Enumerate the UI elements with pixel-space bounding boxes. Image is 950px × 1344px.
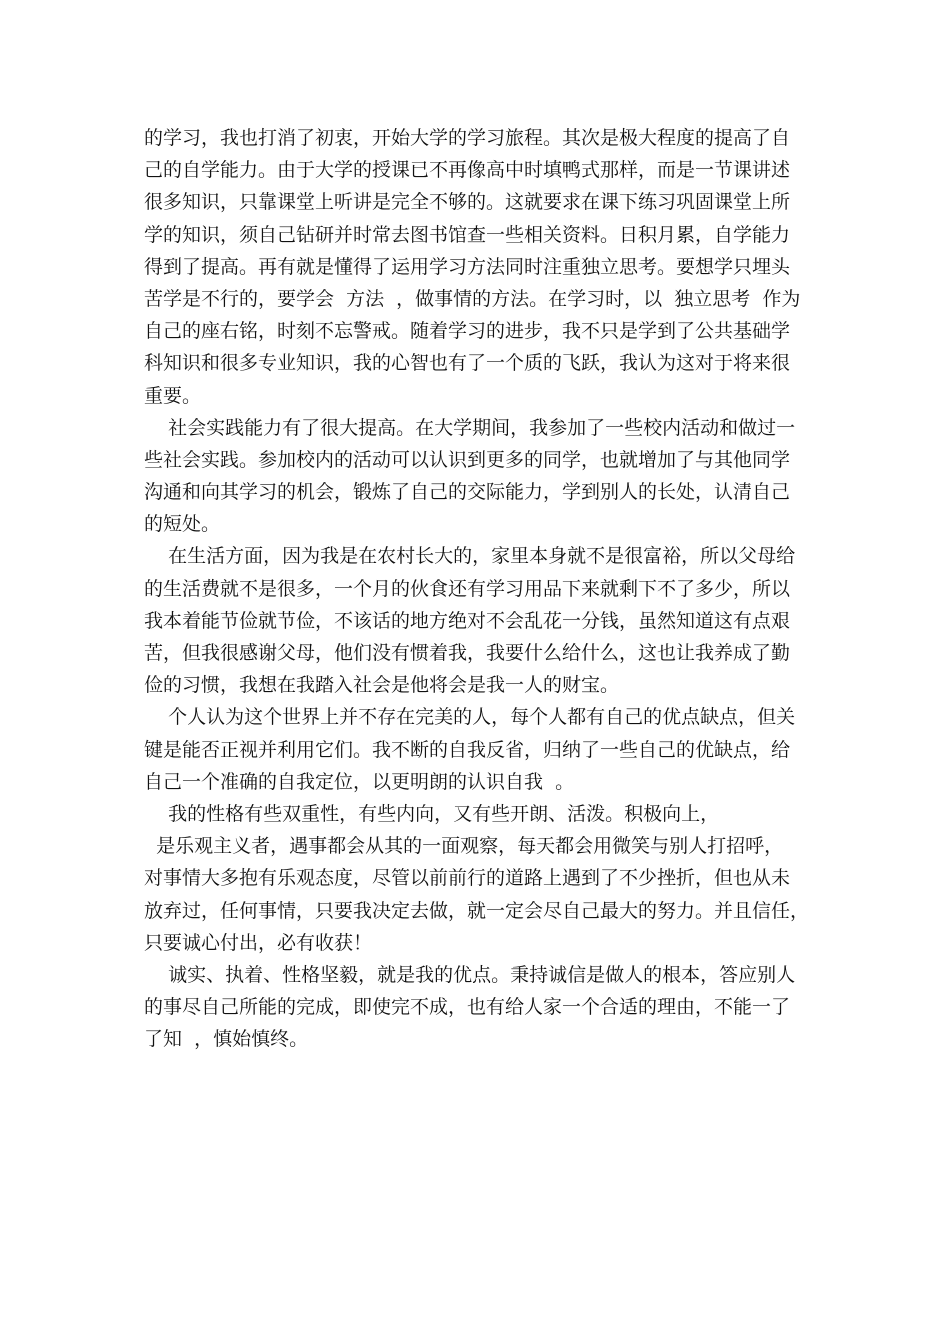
text-line: 科知识和很多专业知识，我的心智也有了一个质的飞跃，我认为这对于将来很 bbox=[144, 352, 791, 375]
text-line: 我本着能节俭就节俭，不该话的地方绝对不会乱花一分钱，虽然知道这有点艰 bbox=[144, 609, 791, 632]
text-line: 的学习，我也打消了初衷，开始大学的学习旅程。其次是极大程度的提高了自 bbox=[144, 127, 791, 149]
document-body bbox=[144, 122, 809, 1055]
text-line: 对事情大多抱有乐观态度，尽管以前前行的道路上遇到了不少挫折，但也从未 bbox=[144, 867, 791, 890]
text-line: 放弃过，任何事情，只要我决定去做，就一定会尽自己最大的努力。并且信任， bbox=[144, 899, 810, 922]
text-line: 苦学是不行的，要学会 方法 ，做事情的方法。在学习时，以 独立思考 作为 bbox=[144, 287, 801, 310]
text-line: 在生活方面，因为我是在农村长大的，家里本身就不是很富裕，所以父母给 bbox=[144, 545, 796, 568]
text-line: 的短处。 bbox=[144, 513, 221, 536]
text-line: 的事尽自己所能的完成，即使完不成，也有给人家一个合适的理由，不能一了 bbox=[144, 996, 791, 1019]
text-line: 只要诚心付出，必有收获！ bbox=[144, 931, 373, 954]
text-line: 沟通和向其学习的机会，锻炼了自己的交际能力，学到别人的长处，认清自己 bbox=[144, 481, 791, 504]
text-line: 诚实、执着、性格坚毅，就是我的优点。秉持诚信是做人的根本，答应别人 bbox=[144, 963, 796, 986]
text-line: 重要。 bbox=[144, 384, 202, 407]
text-line: 个人认为这个世界上并不存在完美的人，每个人都有自己的优点缺点，但关 bbox=[144, 706, 796, 729]
text-line: 键是能否正视并利用它们。我不断的自我反省，归纳了一些自己的优缺点，给 bbox=[144, 738, 791, 761]
text-line: 自己的座右铭，时刻不忘警戒。随着学习的进步，我不只是学到了公共基础学 bbox=[144, 320, 791, 343]
text-line: 很多知识，只靠课堂上听讲是完全不够的。这就要求在课下练习巩固课堂上所 bbox=[144, 191, 791, 214]
text-line: 己的自学能力。由于大学的授课已不再像高中时填鸭式那样，而是一节课讲述 bbox=[144, 159, 791, 182]
text-line: 苦，但我很感谢父母，他们没有惯着我，我要什么给什么，这也让我养成了勤 bbox=[144, 642, 791, 664]
text-line: 社会实践能力有了很大提高。在大学期间，我参加了一些校内活动和做过一 bbox=[144, 416, 796, 439]
text-line: 了知 ，慎始慎终。 bbox=[144, 1028, 309, 1051]
text-line: 自己一个准确的自我定位，以更明朗的认识自我 。 bbox=[144, 770, 575, 793]
text-line: 我的性格有些双重性，有些内向，又有些开朗、活泼。积极向上， bbox=[144, 802, 720, 825]
text-line: 得到了提高。再有就是懂得了运用学习方法同时注重独立思考。要想学只埋头 bbox=[144, 255, 791, 278]
text-line: 学的知识，须自己钻研并时常去图书馆查一些相关资料。日积月累，自学能力 bbox=[144, 223, 791, 246]
text-line: 俭的习惯，我想在我踏入社会是他将会是我一人的财宝。 bbox=[144, 674, 620, 697]
text-line: 些社会实践。参加校内的活动可以认识到更多的同学，也就增加了与其他同学 bbox=[144, 448, 791, 471]
text-line: 的生活费就不是很多，一个月的伙食还有学习用品下来就剩下不了多少，所以 bbox=[144, 577, 791, 600]
text-line: 是乐观主义者，遇事都会从其的一面观察，每天都会用微笑与别人打招呼， bbox=[144, 835, 784, 858]
